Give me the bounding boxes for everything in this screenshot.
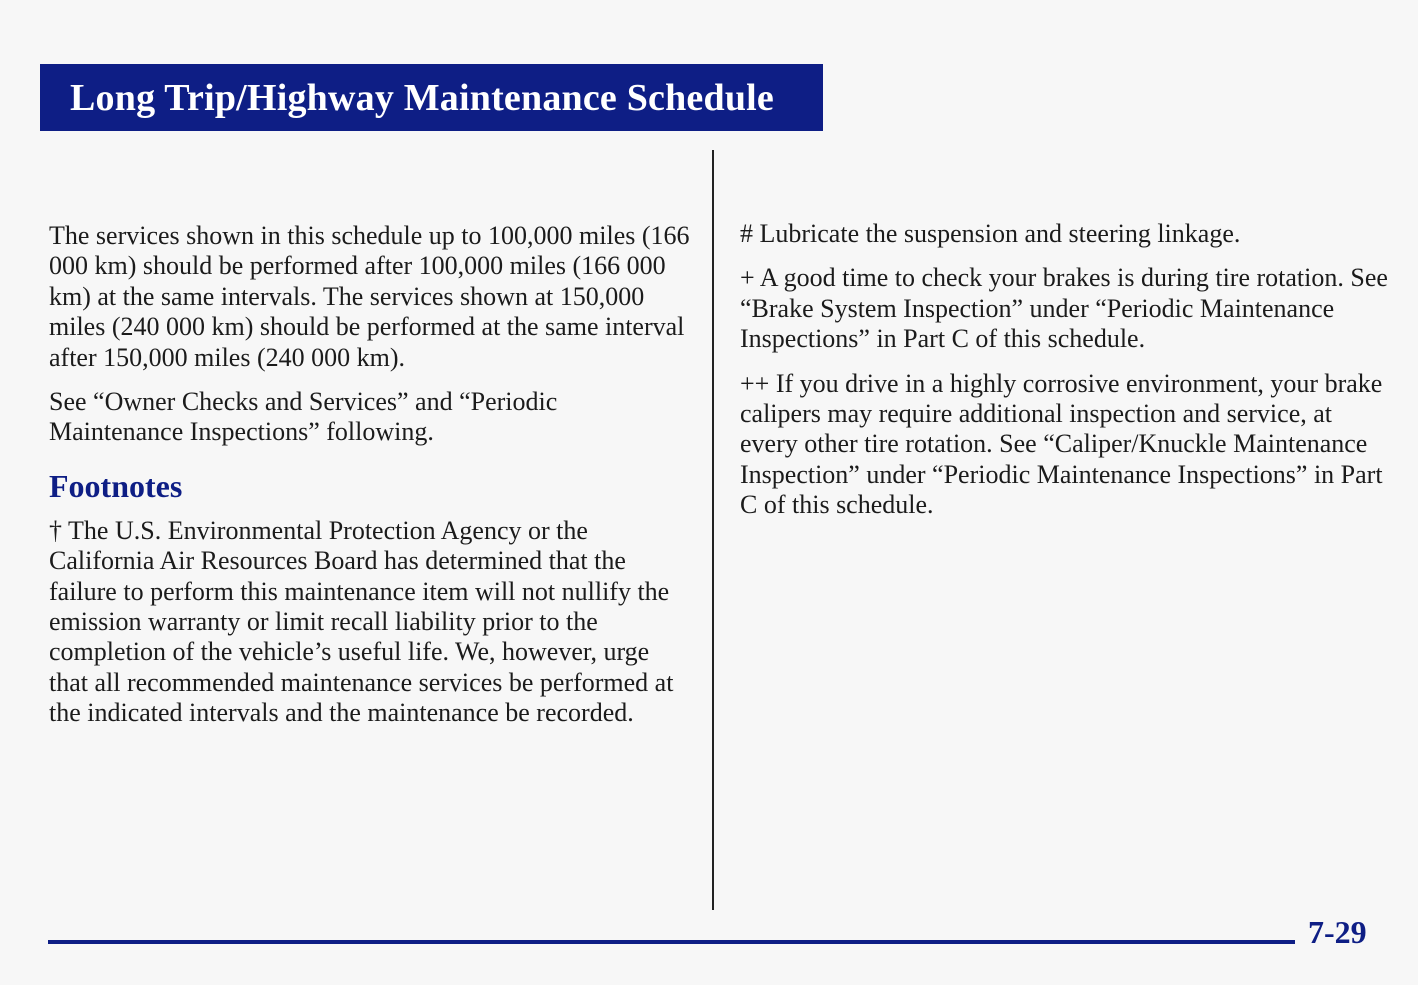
intro-paragraph: The services shown in this schedule up to 100,000 miles (166 000 km) should be performed after 100,000 miles (166 000 km) at the same intervals. The services shown at 150,000 miles (240 000 km) should be performed at the same interval after 150,000 miles (240 000 km).	[49, 221, 690, 372]
right-column	[740, 219, 1390, 521]
footnotes-heading: Footnotes	[49, 467, 183, 504]
double-plus-footnote: ++ If you drive in a highly corrosive environment, your brake calipers may require additional inspection and service, at every other tire rotation. See “Caliper/Knuckle Maintenance Inspection” under “Periodic Maintenance Inspections” in Part C of this schedule.	[740, 368, 1383, 520]
page-title: Long Trip/Highway Maintenance Schedule	[70, 76, 774, 119]
title-banner	[40, 64, 823, 131]
hash-footnote: # Lubricate the suspension and steering linkage.	[740, 219, 1241, 248]
plus-footnote: + A good time to check your brakes is during tire rotation. See “Brake System Inspection” under “Periodic Maintenance Inspections” in Part C of this schedule.	[740, 263, 1388, 354]
left-column	[49, 221, 694, 729]
column-divider	[712, 150, 714, 910]
see-also-paragraph: See “Owner Checks and Services” and “Periodic Maintenance Inspections” following.	[49, 387, 558, 447]
dagger-footnote: † The U.S. Environmental Protection Agency or the California Air Resources Board has determined that the failure to perform this maintenance item will not nullify the emission warranty or limit recall liability prior to the completion of the vehicle’s useful life. We, however, urge that all recommended maintenance services be performed at the indicated intervals and the maintenance be recorded.	[49, 515, 674, 728]
footer-rule	[48, 940, 1295, 944]
page-number: 7-29	[1308, 914, 1367, 950]
